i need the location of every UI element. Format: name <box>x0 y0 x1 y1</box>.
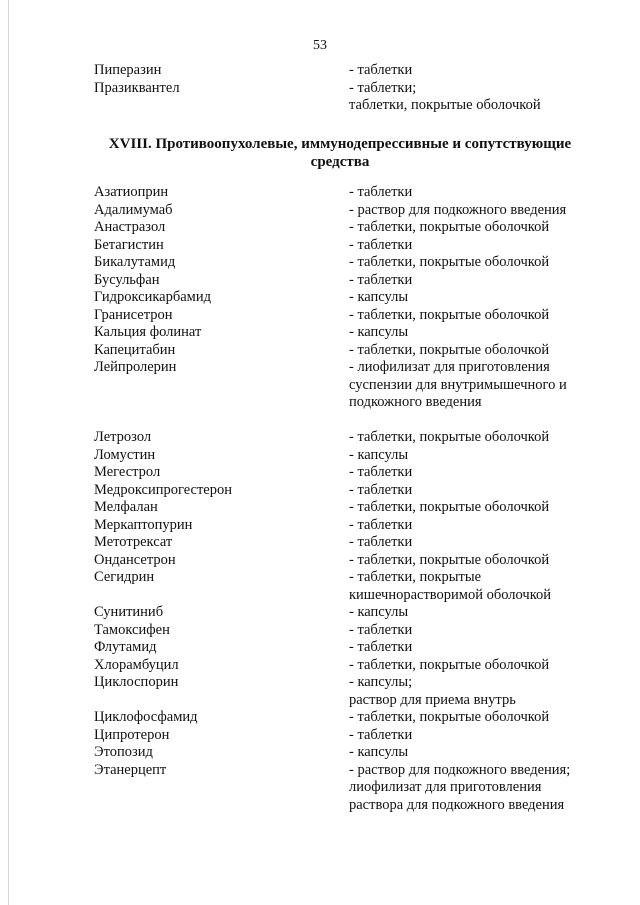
drug-row <box>0 342 640 360</box>
drug-row <box>0 254 640 272</box>
dosage-form: - капсулы <box>349 446 409 463</box>
drug-name: Бикалутамид <box>94 254 176 270</box>
drug-row <box>0 219 640 237</box>
dosage-form: - капсулы <box>349 289 409 305</box>
dosage-form: - таблетки <box>349 236 413 253</box>
drug-row <box>0 674 640 692</box>
drug-row <box>0 692 640 710</box>
drug-row <box>0 587 640 605</box>
dosage-form: - капсулы <box>349 744 409 760</box>
section-heading <box>90 135 590 171</box>
dosage-form: - таблетки <box>349 271 413 288</box>
dosage-form: раствор для приема внутрь <box>349 691 516 708</box>
drug-name: Хлорамбуцил <box>94 656 179 673</box>
drug-row <box>0 762 640 780</box>
drug-name: Флутамид <box>94 639 157 655</box>
drug-row <box>0 639 640 657</box>
dosage-form: - капсулы <box>349 324 409 340</box>
dosage-form: - таблетки, покрытые оболочкой <box>349 551 550 568</box>
drug-name: Мелфалан <box>94 499 158 515</box>
dosage-form: - таблетки, покрытые оболочкой <box>349 254 550 270</box>
drug-name: Ондансетрон <box>94 551 176 568</box>
drug-row <box>0 394 640 412</box>
drug-name: Лейпролерин <box>94 359 177 375</box>
drug-name: Летрозол <box>94 429 152 445</box>
dosage-form: - таблетки, покрытые <box>349 569 482 585</box>
drug-name: Азатиоприн <box>94 184 169 200</box>
drug-name: Кальция фолинат <box>94 324 202 340</box>
drug-row <box>0 552 640 570</box>
drug-name: Медроксипрогестерон <box>94 481 232 498</box>
dosage-form: суспензии для внутримышечного и <box>349 376 567 393</box>
dosage-form: - таблетки <box>349 639 413 655</box>
dosage-form: - таблетки, покрытые оболочкой <box>349 429 550 445</box>
drug-name: Гидроксикарбамид <box>94 289 211 305</box>
dosage-form: - таблетки; <box>349 79 417 96</box>
dosage-form: - таблетки, покрытые оболочкой <box>349 656 550 673</box>
drug-name: Гранисетрон <box>94 306 173 323</box>
drug-row <box>0 289 640 307</box>
drug-name: Анастразол <box>94 219 166 235</box>
drug-name: Тамоксифен <box>94 621 170 638</box>
dosage-form: - раствор для подкожного введения; <box>349 761 571 778</box>
drug-row <box>0 80 640 98</box>
dosage-form: - таблетки, покрытые оболочкой <box>349 306 550 323</box>
drug-row <box>0 709 640 727</box>
dosage-form: - таблетки, покрытые оболочкой <box>349 219 550 235</box>
dosage-form: - таблетки <box>349 516 413 533</box>
drug-row <box>0 499 640 517</box>
drug-row <box>0 202 640 220</box>
dosage-form: - капсулы; <box>349 674 413 690</box>
section-heading-line-1: XVIII. Противоопухолевые, иммунодепрессивные и сопутствующие <box>108 136 572 152</box>
drug-name: Бетагистин <box>94 236 164 253</box>
dosage-form: подкожного введения <box>349 394 482 410</box>
drug-name: Бусульфан <box>94 271 160 288</box>
dosage-form: - таблетки <box>349 726 413 743</box>
dosage-form: раствора для подкожного введения <box>349 796 565 813</box>
drug-row <box>0 534 640 552</box>
dosage-form: - таблетки <box>349 62 413 78</box>
drug-name: Метотрексат <box>94 534 173 550</box>
drug-name: Этанерцепт <box>94 761 167 778</box>
dosage-form: - таблетки, покрытые оболочкой <box>349 499 550 515</box>
drug-row <box>0 482 640 500</box>
drug-name: Циклофосфамид <box>94 709 198 725</box>
drug-name: Этопозид <box>94 744 153 760</box>
drug-name: Меркаптопурин <box>94 516 193 533</box>
dosage-form: - таблетки, покрытые оболочкой <box>349 341 550 358</box>
drug-row <box>0 429 640 447</box>
dosage-form: - лиофилизат для приготовления <box>349 359 550 375</box>
dosage-form: кишечнорастворимой оболочкой <box>349 586 552 603</box>
section-heading-line-2: средства <box>310 154 370 170</box>
drug-row <box>0 97 640 115</box>
drug-row <box>0 359 640 377</box>
drug-row <box>0 62 640 80</box>
dosage-form: - раствор для подкожного введения <box>349 201 567 218</box>
drug-row <box>0 517 640 535</box>
drug-name: Сегидрин <box>94 569 155 585</box>
drug-list <box>0 184 640 814</box>
dosage-form: таблетки, покрытые оболочкой <box>349 97 541 113</box>
drug-row <box>0 779 640 797</box>
drug-row <box>0 569 640 587</box>
dosage-form: - таблетки, покрытые оболочкой <box>349 709 550 725</box>
drug-name: Ломустин <box>94 446 156 463</box>
drug-row <box>0 412 640 430</box>
top-entries-list <box>0 62 640 115</box>
dosage-form: - таблетки <box>349 621 413 638</box>
drug-row <box>0 604 640 622</box>
drug-row <box>0 272 640 290</box>
drug-name: Сунитиниб <box>94 604 164 620</box>
dosage-form: лиофилизат для приготовления <box>349 779 542 795</box>
drug-row <box>0 744 640 762</box>
dosage-form: - капсулы <box>349 604 409 620</box>
drug-row <box>0 727 640 745</box>
drug-name: Мегестрол <box>94 464 161 480</box>
drug-name: Капецитабин <box>94 341 176 358</box>
drug-name: Адалимумаб <box>94 201 173 218</box>
page-number: 53 <box>313 38 327 53</box>
drug-row <box>0 447 640 465</box>
drug-row <box>0 324 640 342</box>
dosage-form: - таблетки <box>349 481 413 498</box>
drug-name: Ципротерон <box>94 726 170 743</box>
drug-row <box>0 377 640 395</box>
drug-row <box>0 622 640 640</box>
drug-row <box>0 237 640 255</box>
drug-name: Пиперазин <box>94 62 162 78</box>
drug-row <box>0 464 640 482</box>
drug-row <box>0 657 640 675</box>
drug-name: Празиквантел <box>94 79 180 96</box>
drug-name: Циклоспорин <box>94 674 179 690</box>
dosage-form: - таблетки <box>349 184 413 200</box>
dosage-form: - таблетки <box>349 534 413 550</box>
drug-row <box>0 797 640 815</box>
drug-row <box>0 307 640 325</box>
dosage-form: - таблетки <box>349 464 413 480</box>
drug-row <box>0 184 640 202</box>
